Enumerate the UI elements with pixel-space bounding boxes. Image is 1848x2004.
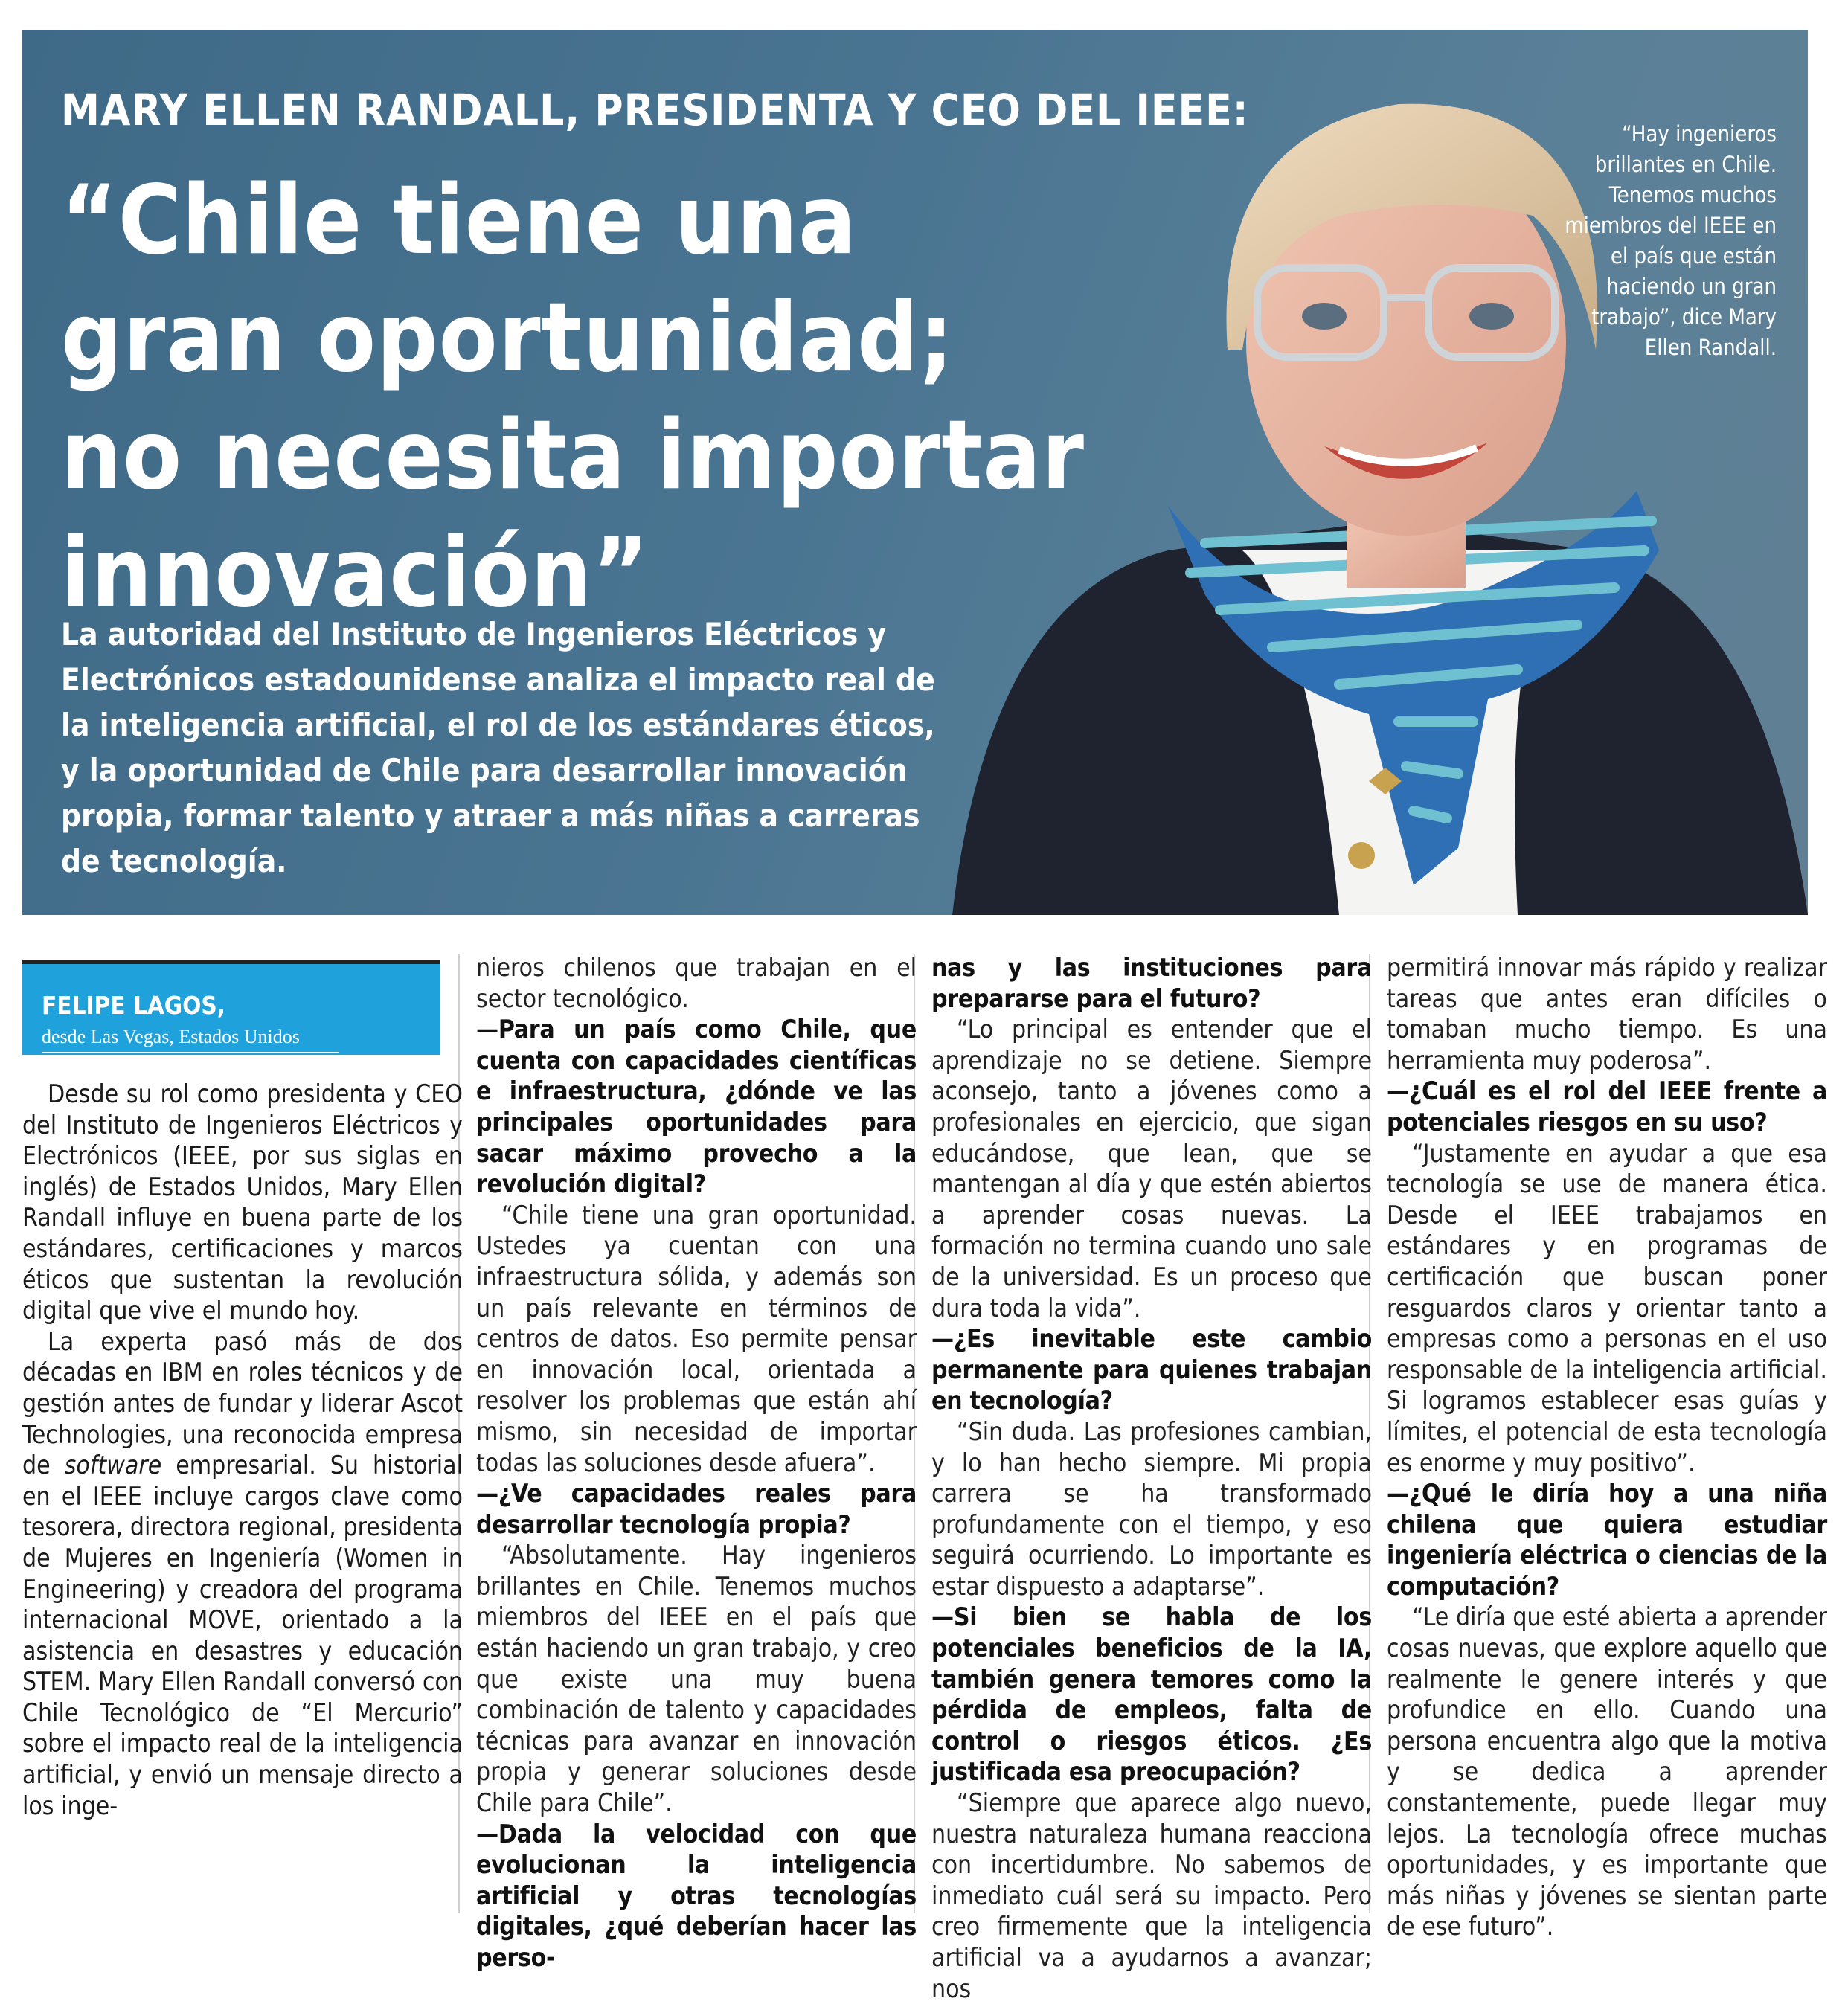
- body-paragraph: Desde su rol como presidenta y CEO del Instituto de Ingenieros Eléctricos y Electrónicos (IEEE, por sus siglas en inglés) de Estados Unidos, Mary Ellen Randall influye en buena parte de los estándares, certificaciones y marcos éticos que sustentan la revolución digital que vive el mundo hoy.: [22, 1079, 463, 1326]
- article-column-3: [931, 952, 1372, 2004]
- interview-answer: “Absolutamente. Hay ingenieros brillantes en Chile. Tenemos muchos miembros del IEEE en el país que están haciendo un gran trabajo, y creo que existe una muy buena combinación de talento y capacidades técnicas para avanzar en innovación propia y generar soluciones desde Chile para Chile”.: [476, 1541, 917, 1818]
- interview-question: —Para un país como Chile, que cuenta con capacidades científicas e infraestructura, ¿dónde ve las principales oportunidades para sacar máximo provecho a la revolución digital?: [476, 1015, 917, 1199]
- interview-question: —¿Es inevitable este cambio permanente para quienes trabajan en tecnología?: [931, 1324, 1372, 1416]
- byline-divider: [42, 1052, 339, 1053]
- interview-question: —Si bien se habla de los potenciales beneficios de la IA, también genera temores como la pérdida de empleos, falta de control o riesgos éticos. ¿Es justificada esa preocupación?: [931, 1602, 1372, 1787]
- interview-answer: “Sin duda. Las profesiones cambian, y lo han hecho siempre. Mi propia carrera se ha transformado profundamente con el tiempo, y eso seguirá ocurriendo. Lo importante es estar dispuesto a adaptarse”.: [931, 1416, 1372, 1601]
- interview-question: —¿Cuál es el rol del IEEE frente a potenciales riesgos en su uso?: [1387, 1076, 1827, 1137]
- interview-question: —Dada la velocidad con que evolucionan la inteligencia artificial y otras tecnologías digitales, ¿qué deberían hacer las perso-: [476, 1819, 917, 1972]
- body-paragraph: La experta pasó más de dos décadas en IBM en roles técnicos y de gestión antes de fundar y liderar Ascot Technologies, una reconocida empresa de software empresarial. Su historial en el IEEE incluye cargos clave como tesorera, directora regional, presidenta de Mujeres en Ingeniería (Women in Engineering) y creadora del programa internacional MOVE, orientado a la asistencia en desastres y educación STEM. Mary Ellen Randall conversó con Chile Tecnológico de “El Mercurio” sobre el impacto real de la inteligencia artificial, y envió un mensaje directo a los inge-: [22, 1326, 463, 1820]
- interview-question: nas y las instituciones para prepararse para el futuro?: [931, 953, 1372, 1013]
- byline-box: [22, 960, 440, 1055]
- hero-banner: [22, 30, 1808, 915]
- article-column-2: [476, 952, 917, 1974]
- interview-answer: “Le diría que esté abierta a aprender cosas nuevas, que explore aquello que realmente le genere interés y que profundice en ello. Cuando una persona encuentra algo que la motiva y se dedica a aprender constantemente, puede llegar muy lejos. La tecnología ofrece muchas oportunidades, y es importante que más niñas y jóvenes se sientan parte de ese futuro”.: [1387, 1602, 1827, 1942]
- byline-author: FELIPE LAGOS,: [42, 991, 226, 1020]
- interview-answer: “Chile tiene una gran oportunidad. Ustedes ya cuentan con una infraestructura sólida, y además son un país relevante en términos de centros de datos. Eso permite pensar en innovación local, orientada a resolver los problemas que están ahí mismo, sin necesidad de importar todas las soluciones desde afuera”.: [476, 1200, 917, 1477]
- article-column-1: [22, 1079, 463, 1904]
- body-paragraph: nieros chilenos que trabajan en el sector tecnológico.: [476, 953, 917, 1013]
- interview-question: —¿Ve capacidades reales para desarrollar tecnología propia?: [476, 1479, 917, 1539]
- italic-term: software: [64, 1451, 162, 1480]
- interview-answer: “Lo principal es entender que el aprendizaje no se detiene. Siempre aconsejo, tanto a jóvenes como a profesionales en ejercicio, que sigan educándose, que lean, que se mantengan al día y que estén abiertos a aprender cosas nuevas. La formación no termina cuando uno sale de la universidad. Es un proceso que dura toda la vida”.: [931, 1015, 1372, 1323]
- interview-question: —¿Qué le diría hoy a una niña chilena que quiera estudiar ingeniería eléctrica o ciencias de la computación?: [1387, 1479, 1827, 1601]
- headline: “Chile tiene una gran oportunidad; no necesita importar innovación”: [61, 165, 1085, 629]
- byline-dateline: desde Las Vegas, Estados Unidos: [42, 1026, 300, 1047]
- kicker: MARY ELLEN RANDALL, PRESIDENTA Y CEO DEL IEEE:: [61, 85, 1249, 135]
- interview-answer: permitirá innovar más rápido y realizar tareas que antes eran difíciles o tomaban mucho tiempo. Es una herramienta muy poderosa”.: [1387, 953, 1827, 1075]
- deck: La autoridad del Instituto de Ingenieros Eléctricos y Electrónicos estadounidense analiza el impacto real de la inteligencia artificial, el rol de los estándares éticos, y la oportunidad de Chile para desarrollar innovación propia, formar talento y atraer a más niñas a carreras de tecnología.: [61, 616, 935, 879]
- interview-answer: “Justamente en ayudar a que esa tecnología se use de manera ética. Desde el IEEE trabajamos en estándares y en programas de certificación que buscan poner resguardos claros y orientar tanto a empresas como a personas en el uso responsable de la inteligencia artificial. Si logramos establecer esas guías y límites, el potencial de esta tecnología es enorme y muy positivo”.: [1387, 1138, 1827, 1477]
- interview-answer: “Siempre que aparece algo nuevo, nuestra naturaleza humana reacciona con incertidumbre. No sabemos de inmediato cuál será su impacto. Pero creo firmemente que la inteligencia artificial va a ayudarnos a avanzar; nos: [931, 1788, 1372, 2003]
- photo-caption: “Hay ingenieros brillantes en Chile. Tenemos muchos miembros del IEEE en el país que están haciendo un gran trabajo”, dice Mary Ellen Randall.: [1565, 121, 1777, 360]
- article-column-4: [1387, 952, 1827, 1942]
